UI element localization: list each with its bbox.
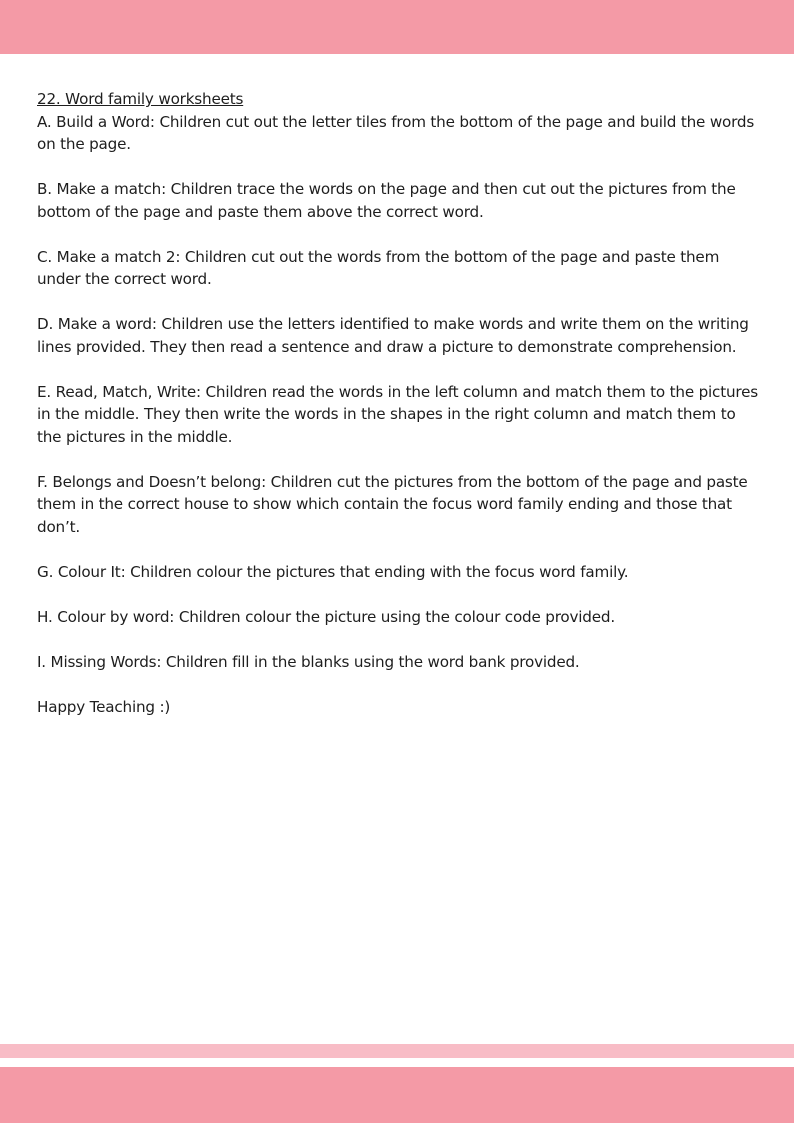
document-body — [37, 88, 761, 741]
paragraph-make-a-match-2: C. Make a match 2: Children cut out the words from the bottom of the page and paste them under the correct word. — [37, 247, 720, 288]
footer-band — [0, 1067, 794, 1123]
paragraph-missing-words: I. Missing Words: Children fill in the blanks using the word bank provided. — [37, 652, 580, 671]
document-heading: 22. Word family worksheets — [37, 90, 244, 108]
paragraph-make-a-word: D. Make a word: Children use the letters identified to make words and write them on the writing lines provided. They then read a sentence and draw a picture to demonstrate comprehension. — [37, 315, 749, 356]
paragraph-read-match-write: E. Read, Match, Write: Children read the words in the left column and match them to the pictures in the middle. They then write the words in the shapes in the right column and match them to the pictures in the middle. — [37, 382, 758, 446]
paragraph-colour-by-word: H. Colour by word: Children colour the picture using the colour code provided. — [37, 607, 615, 626]
paragraph-build-a-word: A. Build a Word: Children cut out the letter tiles from the bottom of the page and build the words on the page. — [37, 112, 755, 153]
footer-stripe — [0, 1044, 794, 1058]
paragraph-colour-it: G. Colour It: Children colour the pictures that ending with the focus word family. — [37, 562, 629, 581]
paragraph-make-a-match: B. Make a match: Children trace the words on the page and then cut out the pictures from the bottom of the page and paste them above the correct word. — [37, 180, 736, 221]
paragraph-belongs-doesnt-belong: F. Belongs and Doesn’t belong: Children cut the pictures from the bottom of the page and paste them in the correct house to show which contain the focus word family ending and those that don’t. — [37, 472, 748, 536]
closing-line: Happy Teaching :) — [37, 697, 171, 716]
header-band — [0, 0, 794, 54]
